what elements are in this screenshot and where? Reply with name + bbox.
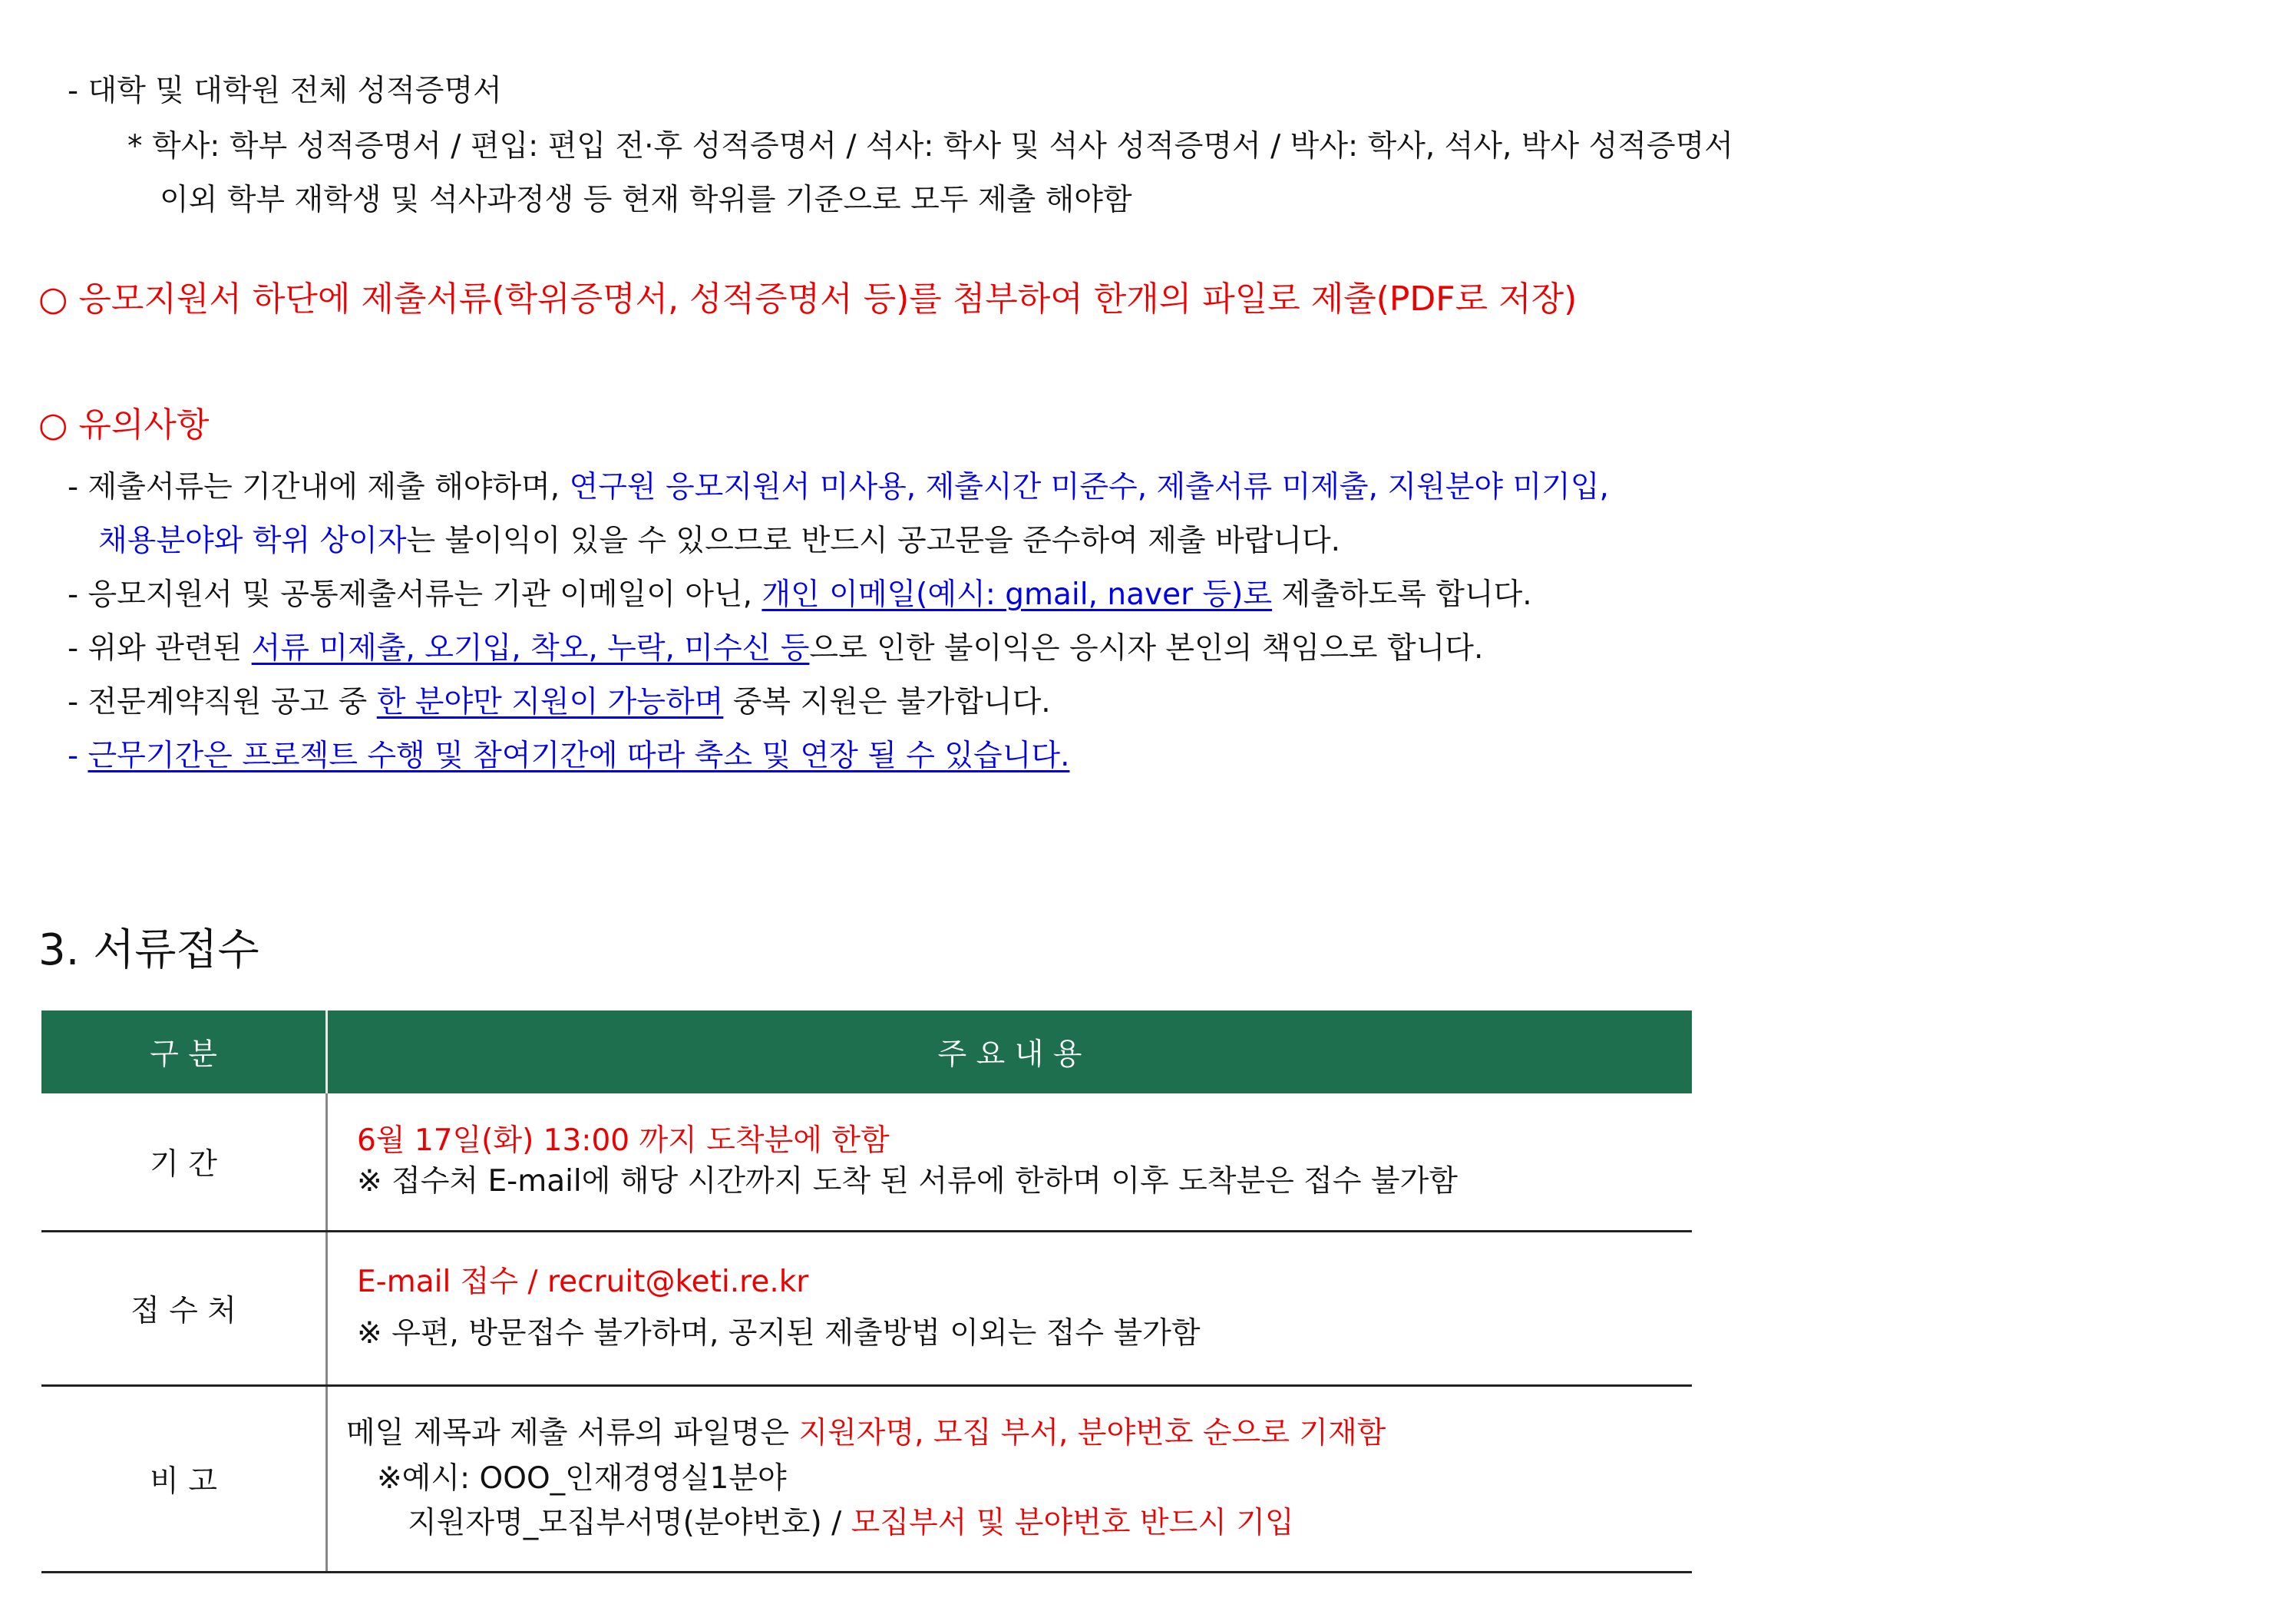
remarks-required: 모집부서 및 분야번호 반드시 기입 (851, 1506, 1294, 1541)
note-item-2-text: - 응모지원서 및 공통제출서류는 기관 이메일이 아닌, (68, 577, 762, 612)
reception-label: 접 수 처 (41, 1232, 327, 1386)
note-item-1-highlight-2: 채용분야와 학위 상이자 (98, 524, 407, 558)
note-item-1 (68, 470, 1609, 506)
remarks-cell (327, 1386, 1693, 1573)
note-item-1-text-2: 는 불이익이 있을 수 있으므로 반드시 공고문을 준수하여 제출 바랍니다. (406, 524, 1341, 558)
remarks-highlight: 지원자명, 모집 부서, 분야번호 순으로 기재함 (798, 1416, 1386, 1451)
table-header-category: 구 분 (41, 1010, 327, 1093)
note-item-2-text-end: 제출하도록 합니다. (1272, 577, 1532, 612)
table-row-remarks (41, 1386, 1692, 1573)
remarks-example: ※예시: OOO_인재경영실1분야 (377, 1460, 787, 1496)
note-item-5 (68, 739, 1069, 775)
doc-line-transcripts: - 대학 및 대학원 전체 성적증명서 (68, 74, 502, 108)
section-title: 3. 서류접수 (38, 925, 259, 975)
remarks-format: 지원자명_모집부서명(분야번호) / (408, 1506, 851, 1541)
note-item-3-text: - 위와 관련된 (68, 631, 252, 666)
remarks-label: 비 고 (41, 1386, 327, 1573)
table-header-content: 주 요 내 용 (327, 1010, 1693, 1093)
period-note: ※ 접수처 E-mail에 해당 시간까지 도착 된 서류에 한하며 이후 도착분은 접수 불가함 (357, 1164, 1458, 1199)
note-item-1-highlight: 연구원 응모지원서 미사용, 제출시간 미준수, 제출서류 미제출, 지원분야 미기입, (569, 470, 1609, 504)
note-item-2-link: 개인 이메일(예시: gmail, naver 등)로 (761, 577, 1273, 612)
note-item-5-link: 근무기간은 프로젝트 수행 및 참여기간에 따라 축소 및 연장 될 수 있습니다. (88, 739, 1070, 773)
note-item-4-text-end: 중복 지원은 불가합니다. (723, 685, 1051, 719)
note-item-2 (68, 577, 1532, 614)
note-item-3 (68, 631, 1483, 667)
period-label: 기 간 (41, 1093, 327, 1232)
note-item-4 (68, 685, 1051, 721)
period-cell (327, 1093, 1693, 1232)
submit-instruction: ○ 응모지원서 하단에 제출서류(학위증명서, 성적증명서 등)를 첨부하여 한개의 파일로 제출(PDF로 저장) (38, 279, 1577, 319)
table-header-row (41, 1010, 1692, 1093)
reception-note: ※ 우편, 방문접수 불가하며, 공지된 제출방법 이외는 접수 불가함 (357, 1316, 1201, 1351)
note-item-3-text-end: 으로 인한 불이익은 응시자 본인의 책임으로 합니다. (809, 631, 1484, 666)
note-item-1-cont (98, 524, 1340, 560)
doc-line-transcript-note: 이외 학부 재학생 및 석사과정생 등 현재 학위를 기준으로 모두 제출 해야함 (160, 183, 1132, 217)
table-row-reception (41, 1232, 1692, 1386)
notes-heading: ○ 유의사항 (38, 405, 210, 445)
reception-cell (327, 1232, 1693, 1386)
note-item-3-link: 서류 미제출, 오기입, 착오, 누락, 미수신 등 (251, 631, 810, 666)
remarks-line-3 (346, 1501, 1692, 1546)
note-item-1-text: - 제출서류는 기간내에 제출 해야하며, (68, 470, 570, 504)
reception-email: E-mail 접수 / recruit@keti.re.kr (357, 1265, 809, 1300)
submission-table (41, 1010, 1692, 1573)
note-item-5-dash: - (68, 739, 88, 773)
note-item-4-link: 한 분야만 지원이 가능하며 (376, 685, 724, 719)
table-row-period (41, 1093, 1692, 1232)
doc-line-transcript-detail: * 학사: 학부 성적증명서 / 편입: 편입 전·후 성적증명서 / 석사: 학사 및 석사 성적증명서 / 박사: 학사, 석사, 박사 성적증명서 (127, 129, 1733, 164)
period-deadline: 6월 17일(화) 13:00 까지 도착분에 한함 (357, 1123, 890, 1159)
remarks-text: 메일 제목과 제출 서류의 파일명은 (346, 1416, 799, 1451)
note-item-4-text: - 전문계약직원 공고 중 (68, 685, 377, 719)
remarks-line-1 (346, 1411, 1692, 1457)
